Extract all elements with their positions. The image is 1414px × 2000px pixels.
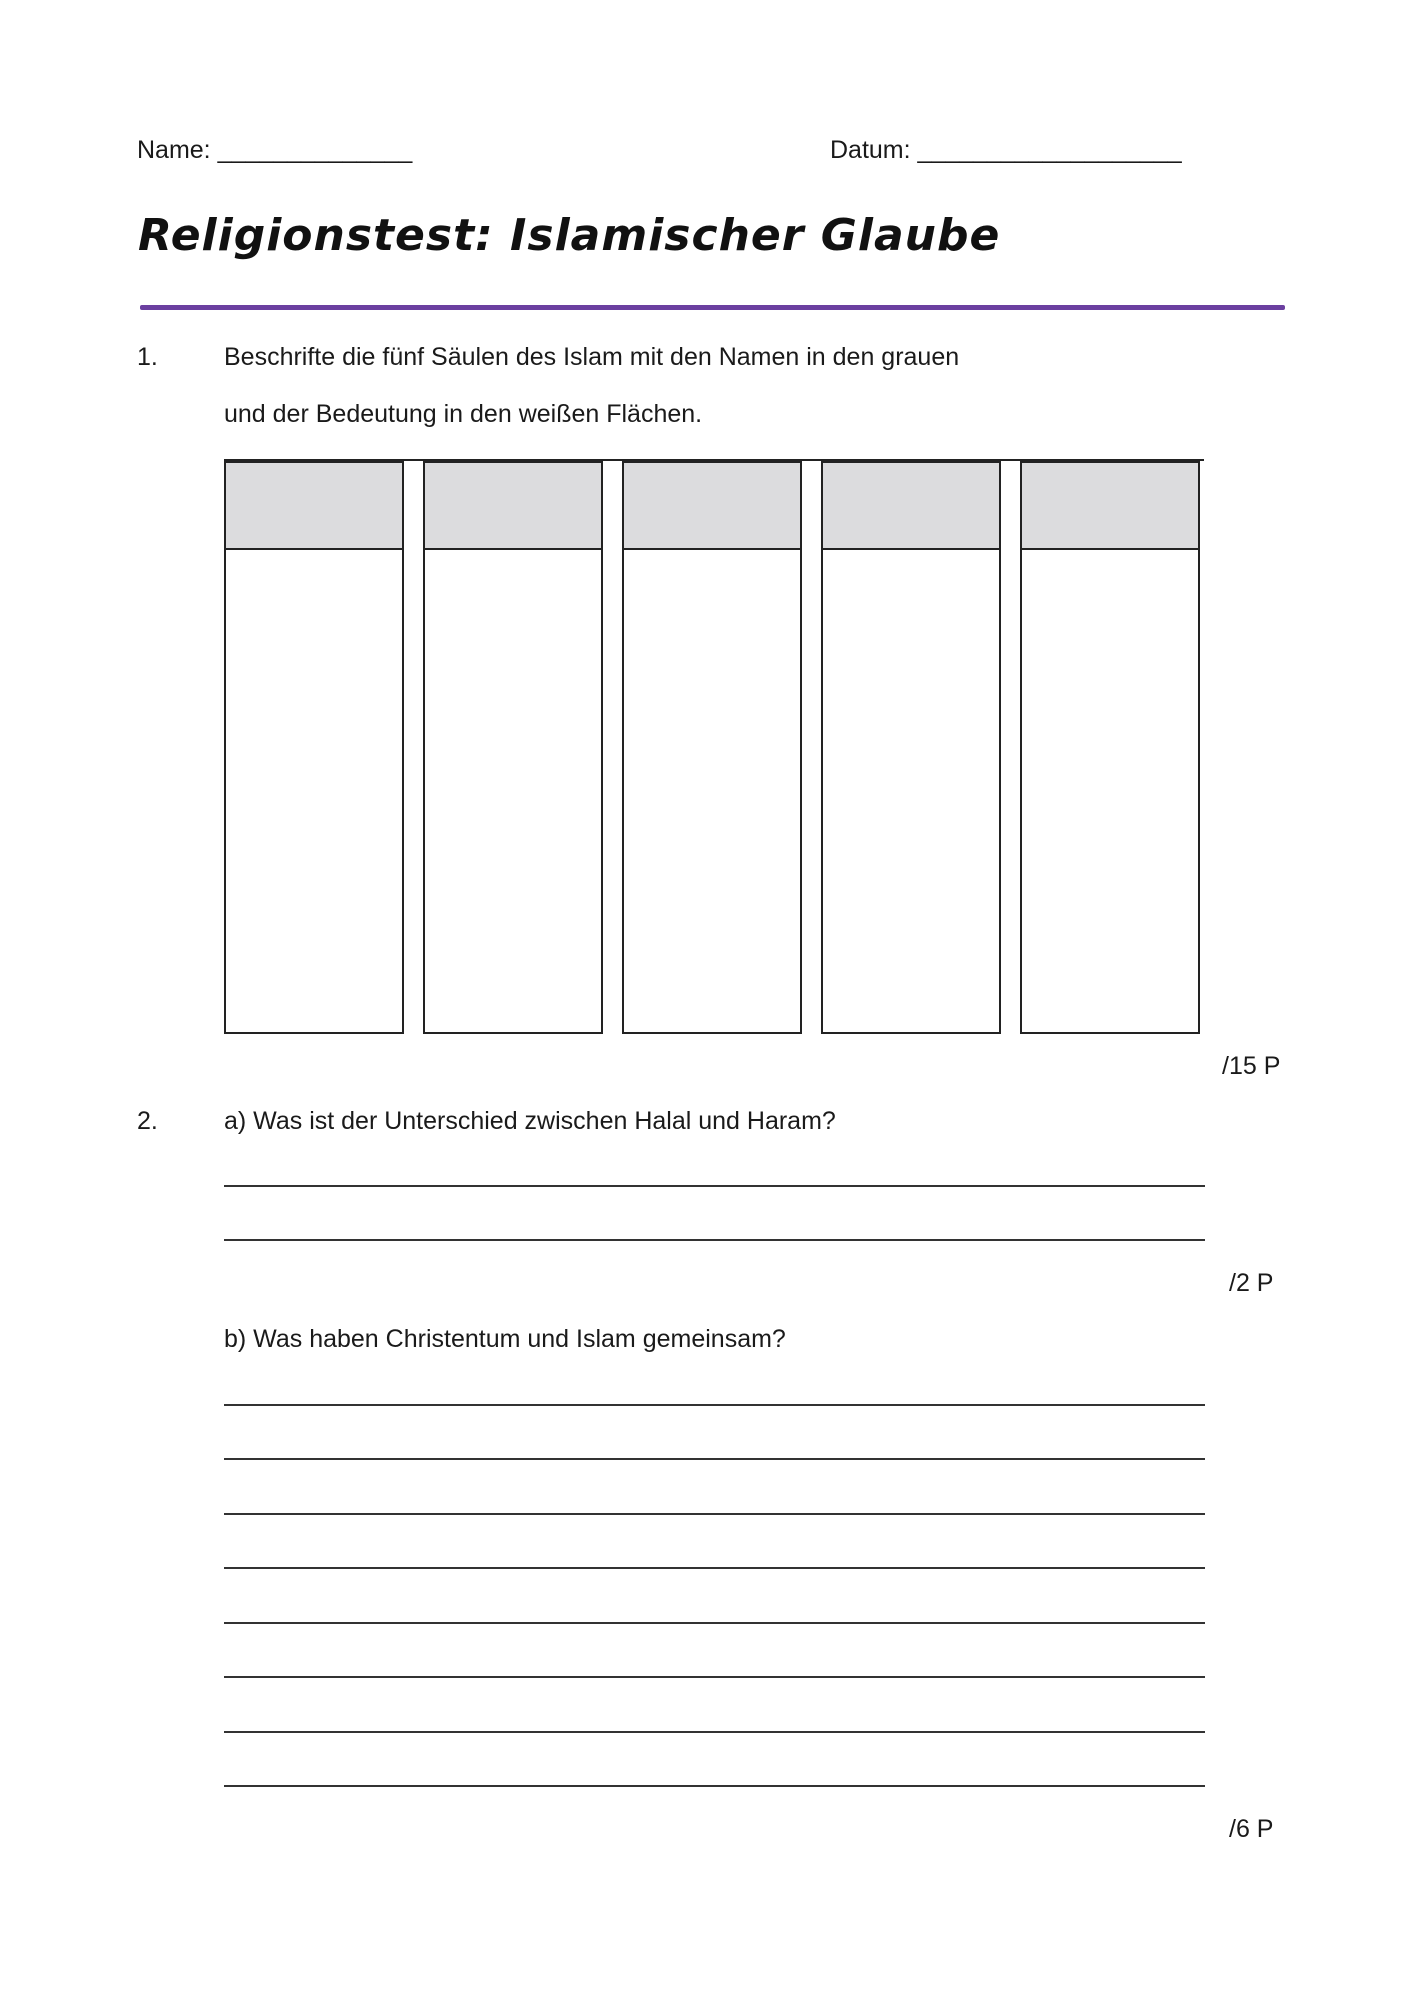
- task2a-answer-line[interactable]: [224, 1185, 1205, 1187]
- pillar-4-meaning-box[interactable]: [823, 550, 999, 1032]
- title-divider: [140, 305, 1285, 310]
- pillar-1: [224, 461, 404, 1034]
- task2a-points: /2 P: [1229, 1269, 1274, 1297]
- pillar-3-name-box[interactable]: [624, 463, 800, 550]
- task2b-answer-line[interactable]: [224, 1622, 1205, 1624]
- task2b-answer-line[interactable]: [224, 1567, 1205, 1569]
- pillar-4-name-box[interactable]: [823, 463, 999, 550]
- pillar-1-meaning-box[interactable]: [226, 550, 402, 1032]
- task2b-answer-line[interactable]: [224, 1731, 1205, 1733]
- task2b-question: b) Was haben Christentum und Islam gemeinsam?: [224, 1325, 786, 1353]
- pillar-2-name-box[interactable]: [425, 463, 601, 550]
- task2b-answer-line[interactable]: [224, 1458, 1205, 1460]
- pillar-4: [821, 461, 1001, 1034]
- date-field-label: Datum: ___________________: [830, 136, 1182, 164]
- page-title: Religionstest: Islamischer Glaube: [138, 210, 1001, 261]
- task2a-question: a) Was ist der Unterschied zwischen Halal und Haram?: [224, 1107, 836, 1135]
- task2b-answer-line[interactable]: [224, 1513, 1205, 1515]
- pillar-3-meaning-box[interactable]: [624, 550, 800, 1032]
- task2b-answer-line[interactable]: [224, 1785, 1205, 1787]
- pillar-2-meaning-box[interactable]: [425, 550, 601, 1032]
- pillar-5: [1020, 461, 1200, 1034]
- task2-number: 2.: [137, 1107, 158, 1135]
- pillar-1-name-box[interactable]: [226, 463, 402, 550]
- task2a-answer-line[interactable]: [224, 1239, 1205, 1241]
- task2b-answer-line[interactable]: [224, 1676, 1205, 1678]
- task1-number: 1.: [137, 343, 158, 371]
- task1-points: /15 P: [1222, 1052, 1281, 1080]
- pillar-5-meaning-box[interactable]: [1022, 550, 1198, 1032]
- pillar-5-name-box[interactable]: [1022, 463, 1198, 550]
- task1-instruction-line2: und der Bedeutung in den weißen Flächen.: [224, 400, 703, 428]
- name-field-label: Name: ______________: [137, 136, 413, 164]
- pillar-2: [423, 461, 603, 1034]
- task2b-points: /6 P: [1229, 1815, 1274, 1843]
- pillar-3: [622, 461, 802, 1034]
- task1-instruction-line1: Beschrifte die fünf Säulen des Islam mit den Namen in den grauen: [224, 343, 960, 371]
- task2b-answer-line[interactable]: [224, 1404, 1205, 1406]
